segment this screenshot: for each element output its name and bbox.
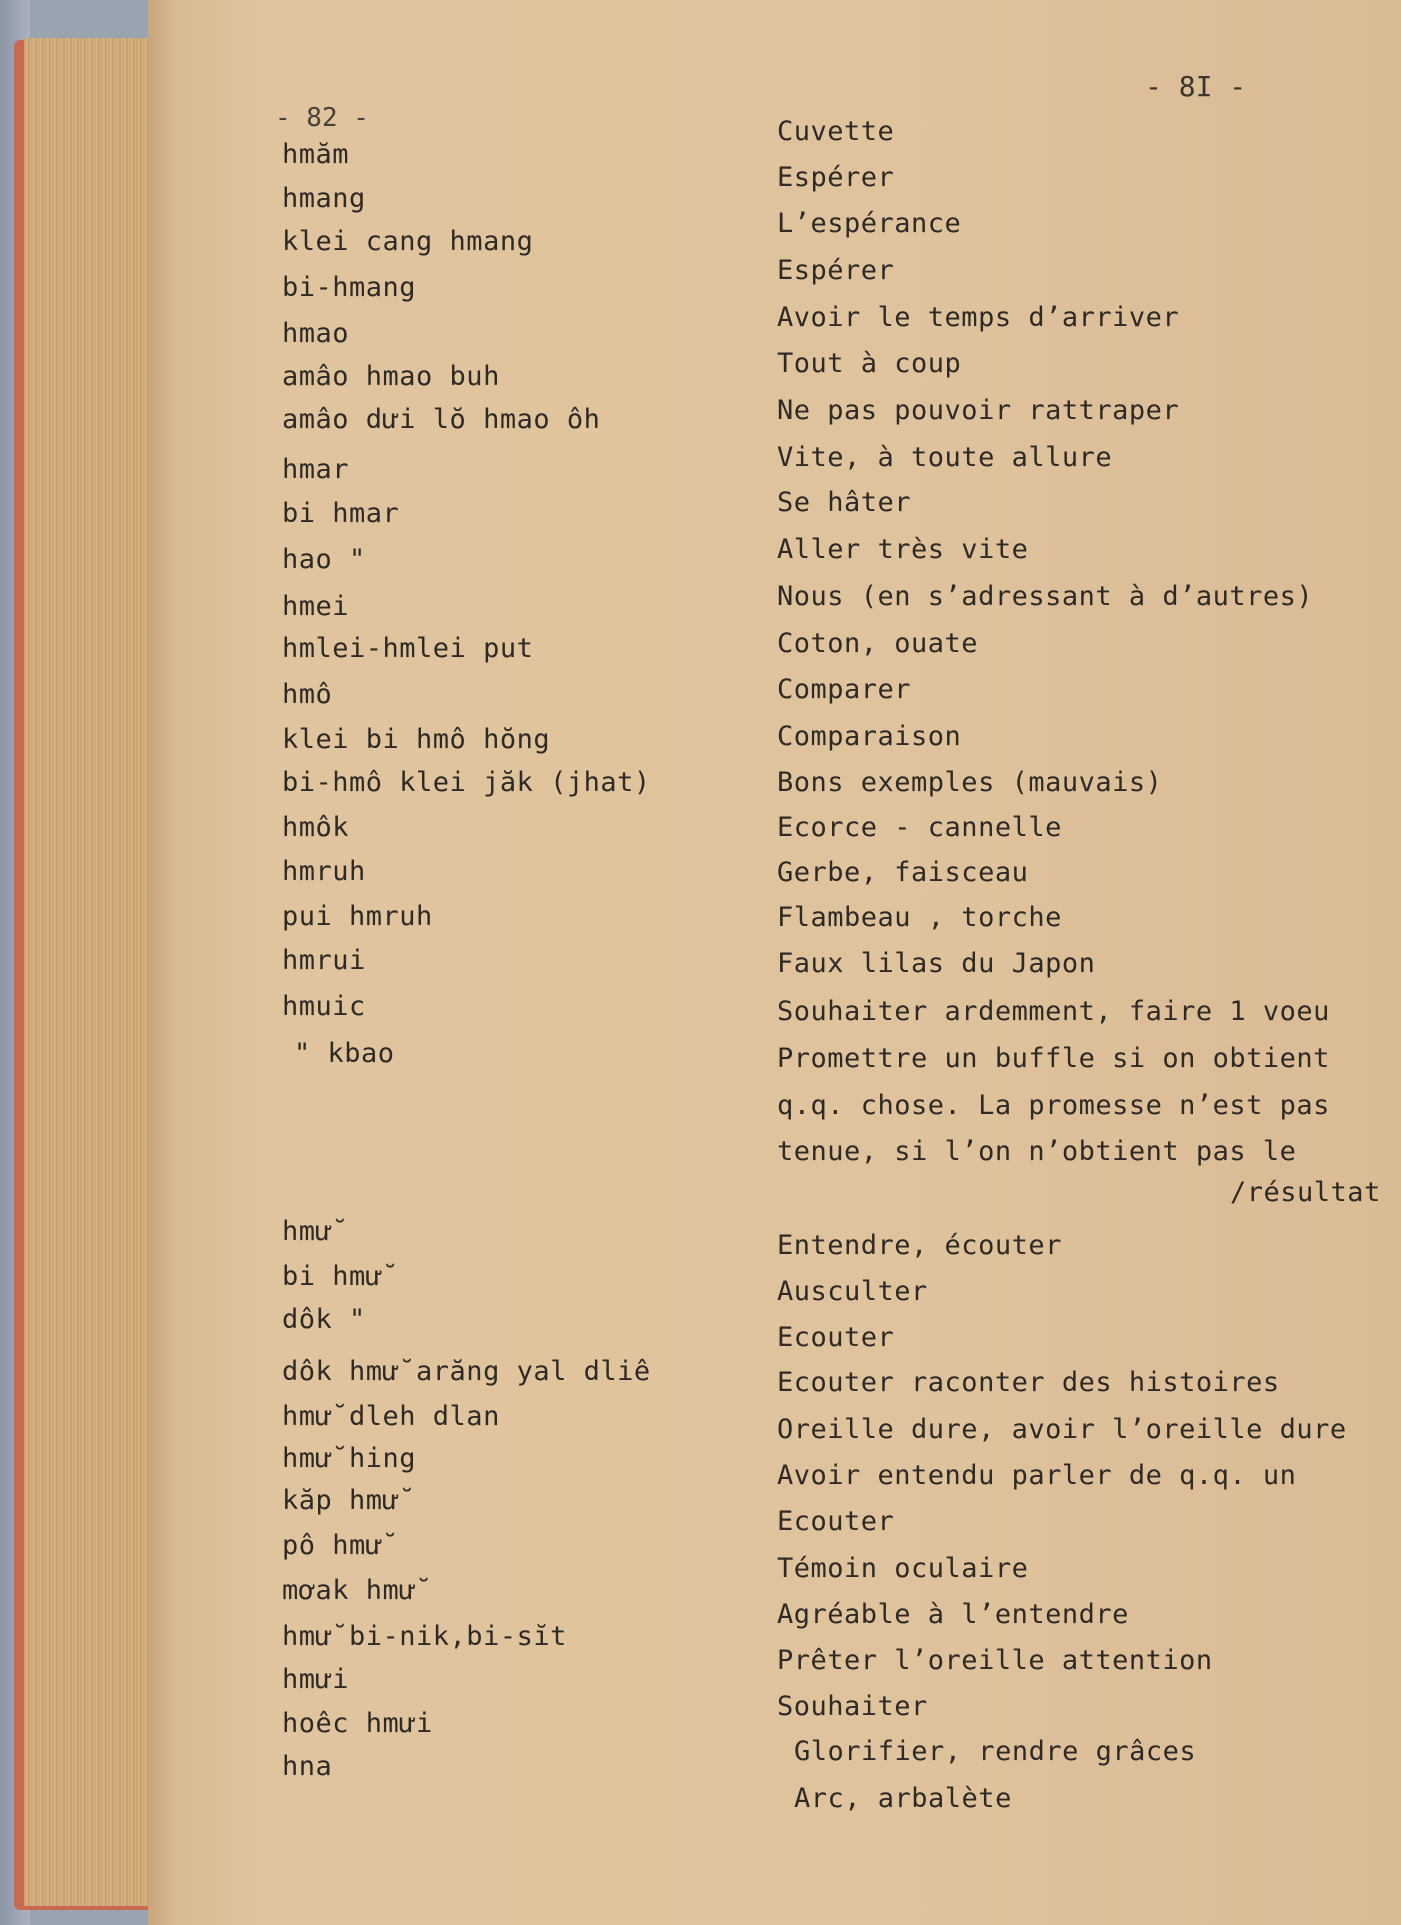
meaning: q.q. chose. La promesse n’est pas xyxy=(777,1090,1330,1121)
term: hmư̆ xyxy=(282,1216,333,1247)
meaning: Ne pas pouvoir rattraper xyxy=(777,395,1180,426)
term: dôk hmư̆ arăng yal dliê xyxy=(282,1356,651,1387)
term: bi-hmô klei jăk (jhat) xyxy=(282,767,651,798)
meaning: Comparaison xyxy=(777,721,962,752)
page-number-right: - 8I - xyxy=(1145,70,1247,103)
meaning: Ecouter xyxy=(777,1506,895,1537)
meaning: Agréable à l’entendre xyxy=(777,1599,1129,1630)
term: amâo dưi lŏ hmao ôh xyxy=(282,404,601,435)
term: hoêc hmưi xyxy=(282,1708,433,1739)
meaning: Flambeau , torche xyxy=(777,902,1062,933)
term: bi hmar xyxy=(282,498,400,529)
term: klei bi hmô hŏng xyxy=(282,724,551,755)
meaning: Se hâter xyxy=(777,487,912,518)
term: hmăm xyxy=(282,139,350,170)
term: hmlei-hmlei put xyxy=(282,633,534,664)
meaning: Ecouter raconter des histoires xyxy=(777,1367,1280,1398)
term: hmư̆ hing xyxy=(282,1443,417,1474)
term: bi-hmang xyxy=(282,272,417,303)
page-number-left: - 82 - xyxy=(275,103,369,133)
term: mơak hmư̆ xyxy=(282,1575,417,1606)
term: hmrui xyxy=(282,945,366,976)
term: " kbao xyxy=(294,1038,395,1069)
term: hmei xyxy=(282,591,350,622)
meaning: Cuvette xyxy=(777,116,895,147)
meaning: Arc, arbalète xyxy=(794,1783,1012,1814)
meaning: Souhaiter ardemment, faire 1 voeu xyxy=(777,996,1330,1027)
meaning: Témoin oculaire xyxy=(777,1553,1029,1584)
meaning: Ecorce - cannelle xyxy=(777,812,1062,843)
meaning: tenue, si l’on n’obtient pas le xyxy=(777,1136,1297,1167)
term: pô hmư̆ xyxy=(282,1530,383,1561)
meaning: Bons exemples (mauvais) xyxy=(777,767,1163,798)
meaning: Espérer xyxy=(777,255,895,286)
term: dôk " xyxy=(282,1304,366,1335)
meaning: Faux lilas du Japon xyxy=(777,948,1096,979)
meaning: Gerbe, faisceau xyxy=(777,857,1029,888)
term: hmưi xyxy=(282,1664,350,1695)
meaning: Espérer xyxy=(777,162,895,193)
term: hmư̆ bi-nik,bi-sĭt xyxy=(282,1621,567,1652)
meaning: Entendre, écouter xyxy=(777,1230,1062,1261)
term: amâo hmao buh xyxy=(282,361,500,392)
meaning: Glorifier, rendre grâces xyxy=(794,1736,1197,1767)
meaning: Coton, ouate xyxy=(777,628,979,659)
term: hmô xyxy=(282,679,333,710)
term: hmar xyxy=(282,454,350,485)
meaning: Vite, à toute allure xyxy=(777,442,1113,473)
term: hna xyxy=(282,1751,333,1782)
meaning: /résultat xyxy=(1230,1177,1381,1208)
meaning: Oreille dure, avoir l’oreille dure xyxy=(777,1414,1347,1445)
term: hmôk xyxy=(282,812,350,843)
term: hmruh xyxy=(282,856,366,887)
term: hmuic xyxy=(282,991,366,1022)
term: pui hmruh xyxy=(282,901,433,932)
meaning: Ecouter xyxy=(777,1322,895,1353)
meaning: Comparer xyxy=(777,674,912,705)
meaning: Avoir le temps d’arriver xyxy=(777,302,1180,333)
meaning: Tout à coup xyxy=(777,348,962,379)
term: klei cang hmang xyxy=(282,226,534,257)
term: bi hmư̆ xyxy=(282,1261,383,1292)
meaning: L’espérance xyxy=(777,208,962,239)
term: kăp hmư̆ xyxy=(282,1485,400,1516)
term: hmao xyxy=(282,318,350,349)
term: hao " xyxy=(282,544,366,575)
meaning: Promettre un buffle si on obtient xyxy=(777,1043,1330,1074)
meaning: Prêter l’oreille attention xyxy=(777,1645,1213,1676)
meaning: Nous (en s’adressant à d’autres) xyxy=(777,581,1314,612)
page-stack xyxy=(24,38,154,1906)
term: hmang xyxy=(282,183,366,214)
meaning: Souhaiter xyxy=(777,1691,928,1722)
term: hmư̆ dleh dlan xyxy=(282,1401,500,1432)
meaning: Ausculter xyxy=(777,1276,928,1307)
meaning: Avoir entendu parler de q.q. un xyxy=(777,1460,1297,1491)
meaning: Aller très vite xyxy=(777,534,1029,565)
